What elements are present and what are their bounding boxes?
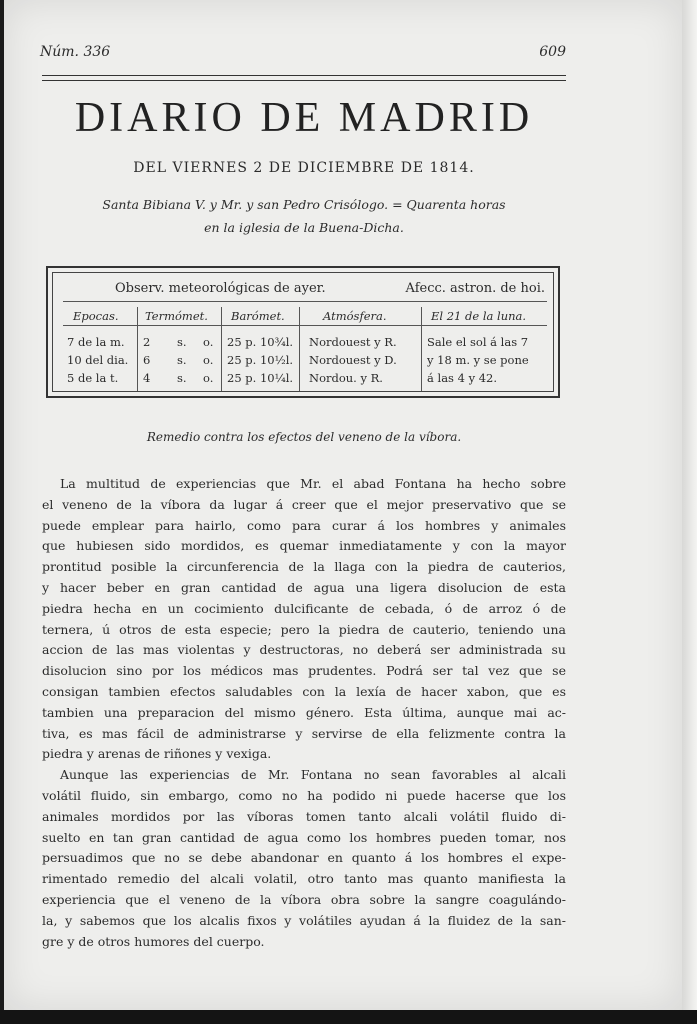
scan-border bbox=[0, 1010, 697, 1024]
termometro-cell: s. bbox=[177, 335, 187, 349]
weather-heading: Observ. meteorológicas de ayer. bbox=[115, 281, 326, 296]
weather-table-frame bbox=[52, 272, 554, 392]
text-line: disolucion sino por los médicos mas prudentes. Podrá ser tal vez que se bbox=[42, 663, 566, 679]
termometro-cell: o. bbox=[203, 353, 214, 367]
weather-rule-2 bbox=[63, 325, 547, 326]
text-line: La multitud de experiencias que Mr. el abad Fontana ha hecho sobre bbox=[60, 476, 566, 491]
termometro-cell: s. bbox=[177, 371, 187, 385]
text-line: animales mordidos por las víboras tomen tanto alcali volátil fluido di- bbox=[42, 808, 566, 824]
page-number: 609 bbox=[539, 44, 566, 60]
text-line: suelto en tan gran cantidad de agua como los hombres pueden tomar, nos bbox=[42, 829, 566, 845]
atmosfera-cell: Nordouest y D. bbox=[309, 353, 397, 367]
termometro-cell: o. bbox=[203, 335, 214, 349]
text-line: piedra hecha en un cocimiento dulcificante de cebada, ó de arroz ó de bbox=[42, 600, 566, 616]
barometro-cell: 25 p. 10¾l. bbox=[227, 335, 294, 349]
text-line: accion de las mas violentas y destructoras, no deberá ser administrada su bbox=[42, 642, 566, 658]
text-line: puede emplear para hairlo, como para curar á los hombres y animales bbox=[42, 517, 566, 533]
termometro-cell: o. bbox=[203, 371, 214, 385]
text-line: rimentado remedio del alcali volatil, otro tanto mas quanto manifiesta la bbox=[42, 871, 566, 887]
astro-cell: á las 4 y 42. bbox=[427, 371, 498, 385]
text-line: volátil fluido, sin embargo, como no ha podido ni puede hacerse que los bbox=[42, 787, 566, 803]
text-line: consigan tambien efectos saludables con la lexía de hacer xabon, que es bbox=[42, 683, 566, 699]
atmosfera-cell: Nordou. y R. bbox=[309, 371, 383, 385]
text-line: tiva, es mas fácil de administrarse y servirse de ella felizmente contra la bbox=[42, 725, 566, 741]
epoca-cell: 5 de la t. bbox=[67, 371, 119, 385]
issue-number: Núm. 336 bbox=[40, 44, 111, 60]
article-title: Remedio contra los efectos del veneno de la víbora. bbox=[146, 430, 462, 444]
text-line: la, y sabemos que los alcalis fixos y volátiles ayudan á la fluidez de la san- bbox=[42, 912, 566, 928]
col-divider bbox=[137, 307, 138, 391]
article-body bbox=[42, 474, 566, 952]
text-line: Aunque las experiencias de Mr. Fontana no sean favorables al alcali bbox=[60, 767, 566, 783]
termometro-cell: 6 bbox=[143, 353, 151, 367]
astro-heading: Afecc. astron. de hoi. bbox=[405, 281, 545, 296]
termometro-cell: s. bbox=[177, 353, 187, 367]
text-line: tambien una preparacion del mismo género. Esta última, aunque mai ac- bbox=[42, 704, 566, 720]
text-line: y hacer beber en gran cantidad de agua una ligera disolucion de esta bbox=[42, 579, 566, 595]
epoca-cell: 10 del dia. bbox=[67, 353, 129, 367]
col-termometro: Termómet. bbox=[145, 309, 208, 323]
col-divider bbox=[421, 307, 422, 391]
top-rule-thin bbox=[42, 80, 566, 81]
astro-cell: Sale el sol á las 7 bbox=[427, 335, 529, 349]
weather-table bbox=[46, 266, 560, 398]
col-divider bbox=[299, 307, 300, 391]
text-line: piedra y arenas de riñones y vexiga. bbox=[42, 746, 272, 762]
saints-of-the-day bbox=[44, 193, 564, 239]
astro-cell: y 18 m. y se pone bbox=[427, 353, 529, 367]
barometro-cell: 25 p. 10½l. bbox=[227, 353, 294, 367]
top-rule bbox=[42, 75, 566, 76]
text-line: experiencia que el veneno de la víbora obra sobre la sangre coagulándo- bbox=[42, 891, 566, 907]
saints-line-2: en la iglesia de la Buena-Dicha. bbox=[204, 220, 404, 235]
weather-rule-1 bbox=[63, 301, 547, 302]
paragraph-1 bbox=[42, 474, 566, 765]
col-luna: El 21 de la luna. bbox=[431, 309, 527, 323]
termometro-cell: 4 bbox=[143, 371, 151, 385]
col-divider bbox=[221, 307, 222, 391]
paragraph-2 bbox=[42, 765, 566, 952]
date-line: DEL VIERNES 2 DE DICIEMBRE DE 1814. bbox=[133, 160, 475, 176]
epoca-cell: 7 de la m. bbox=[67, 335, 125, 349]
termometro-cell: 2 bbox=[143, 335, 151, 349]
barometro-cell: 25 p. 10¼l. bbox=[227, 371, 294, 385]
atmosfera-cell: Nordouest y R. bbox=[309, 335, 397, 349]
saints-line-1: Santa Bibiana V. y Mr. y san Pedro Crisólogo. = Quarenta horas bbox=[102, 197, 506, 212]
page-edge bbox=[682, 0, 697, 1010]
masthead-title: DIARIO DE MADRID bbox=[74, 95, 534, 141]
text-line: ternera, ú otros de esta especie; pero la piedra de cauterio, teniendo una bbox=[42, 621, 566, 637]
text-line: el veneno de la víbora da lugar á creer que el mejor preservativo que se bbox=[42, 496, 566, 512]
text-line: que hubiesen sido mordidos, es quemar inmediatamente y con la mayor bbox=[42, 538, 566, 554]
col-epocas: Epocas. bbox=[73, 309, 119, 323]
col-atmosfera: Atmósfera. bbox=[323, 309, 387, 323]
text-line: gre y de otros humores del cuerpo. bbox=[42, 933, 265, 949]
newspaper-page bbox=[4, 0, 682, 1010]
text-line: persuadimos que no se debe abandonar en quanto á los hombres el expe- bbox=[42, 850, 566, 866]
col-barometro: Barómet. bbox=[231, 309, 285, 323]
text-line: prontitud posible la circunferencia de la llaga con la piedra de cauterios, bbox=[42, 559, 566, 575]
